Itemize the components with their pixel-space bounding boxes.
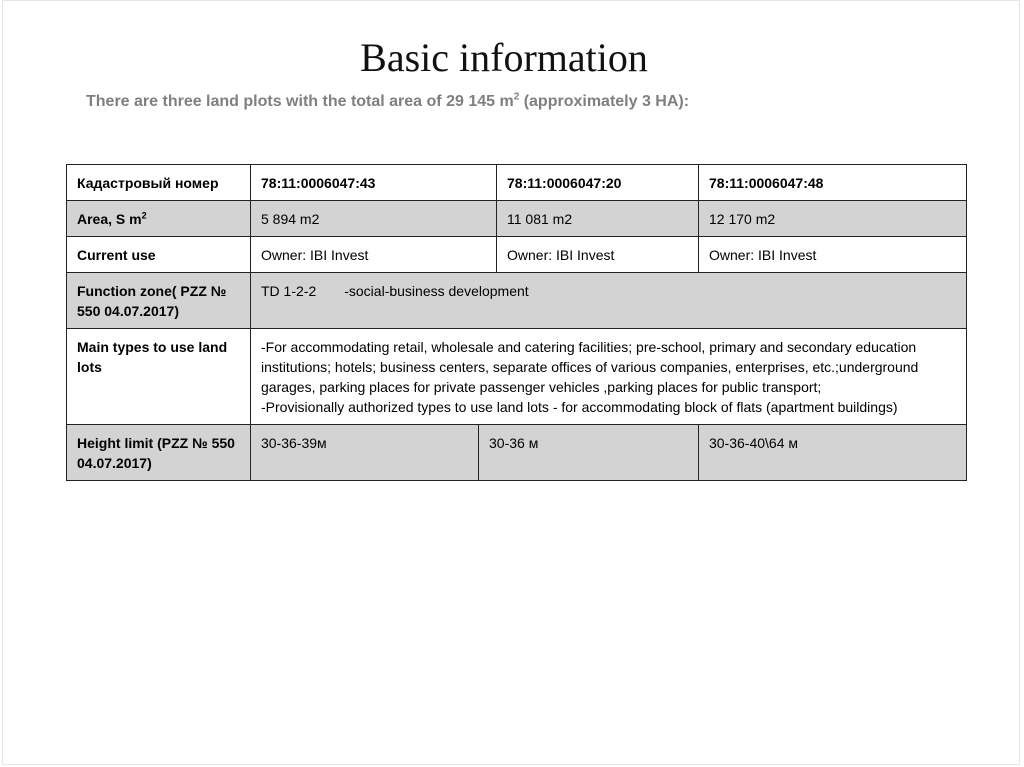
slide-title: Basic information — [360, 35, 648, 80]
cadastral-value-1: 78:11:0006047:43 — [251, 165, 497, 201]
area-value-1: 5 894 m2 — [251, 201, 497, 237]
subtitle-text: There are three land plots with the total area of 29 145 m — [86, 93, 514, 110]
area-label-superscript: 2 — [141, 210, 147, 221]
table-row-main-types — [67, 329, 967, 425]
height-limit-value-1: 30-36-39м — [251, 425, 479, 481]
main-types-value — [251, 329, 967, 425]
current-use-value-3: Owner: IBI Invest — [699, 237, 967, 273]
function-zone-label: Function zone( PZZ № 550 04.07.2017) — [67, 273, 251, 329]
main-types-text-2: -Provisionally authorized types to use land lots - for accommodating block of flats (apartment buildings) — [261, 399, 898, 415]
table-row-function-zone — [67, 273, 967, 329]
table-row-area — [67, 201, 967, 237]
table-row-cadastral — [67, 165, 967, 201]
cadastral-value-3: 78:11:0006047:48 — [699, 165, 967, 201]
land-plots-table — [66, 164, 967, 481]
current-use-label: Current use — [67, 237, 251, 273]
function-zone-description: -social-business development — [344, 283, 529, 299]
function-zone-value — [251, 273, 967, 329]
current-use-value-1: Owner: IBI Invest — [251, 237, 497, 273]
height-limit-value-3: 30-36-40\64 м — [699, 425, 967, 481]
cadastral-label: Кадастровый номер — [67, 165, 251, 201]
subtitle-text-end: (approximately 3 HA): — [519, 93, 690, 110]
table-row-height-limit — [67, 425, 967, 481]
area-value-3: 12 170 m2 — [699, 201, 967, 237]
subtitle-superscript: 2 — [513, 91, 520, 103]
main-types-text-1: -For accommodating retail, wholesale and catering facilities; pre-school, primary and secondary education institutions; hotels; business centers, separate offices of various companies, enterprises, etc.;underground garages, parking places for private passenger vehicles ,parking places for public transport; — [261, 339, 919, 395]
height-limit-label: Height limit (PZZ № 550 04.07.2017) — [67, 425, 251, 481]
table-row-current-use — [67, 237, 967, 273]
area-label-text: Area, S m — [77, 211, 142, 227]
cadastral-value-2: 78:11:0006047:20 — [497, 165, 699, 201]
slide-subtitle — [86, 91, 689, 113]
current-use-value-2: Owner: IBI Invest — [497, 237, 699, 273]
main-types-label: Main types to use land lots — [67, 329, 251, 425]
area-value-2: 11 081 m2 — [497, 201, 699, 237]
height-limit-value-2: 30-36 м — [479, 425, 699, 481]
area-label — [67, 201, 251, 237]
function-zone-code: TD 1-2-2 — [261, 283, 317, 299]
